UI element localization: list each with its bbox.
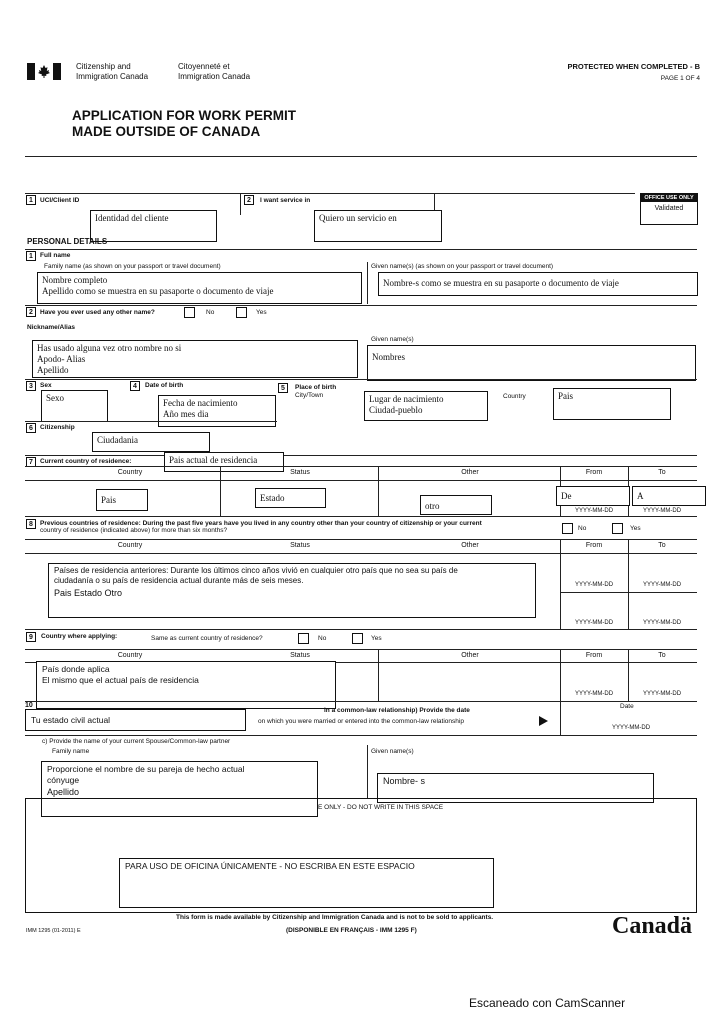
marital-number: 10 [25,702,33,709]
dob-overlay [158,395,276,427]
footer-french: (DISPONIBLE EN FRANÇAIS - IMM 1295 F) [286,927,417,934]
current-res-label: Current country of residence: [40,458,132,465]
sex-number: 3 [26,381,36,391]
prev-overlay-line3: Pais Estado Otro [54,588,123,598]
pob-country-label: Country [503,393,526,400]
dob-overlay-line2: Año mes dia [163,408,209,419]
family-overlay-line1: Nombre completo [42,275,108,285]
prev-res-label [40,520,560,535]
uci-label: UCI/Client ID [40,197,80,204]
prev-overlay-line1: Países de residencia anteriores: Durante los últimos cinco años vivió en cualquier otro país que no sea su país de [54,566,458,575]
row7-to-overlay: A [632,486,706,506]
family-name-overlay [37,272,362,304]
prev-row2-from-format: YYYY-MM-DD [574,620,614,626]
dept-fr [178,62,250,81]
other-overlay-line3: Apellido [37,364,69,375]
sex-label: Sex [40,382,52,389]
other-name-no-label: No [206,309,215,316]
citizenship-label: Citizenship [40,424,75,431]
row7-other-overlay: otro [420,495,492,515]
given-name-overlay: Nombre-s como se muestra en su pasaporte o documento de viaje [378,272,698,296]
prev-col-country: Country [117,542,143,549]
marital-text-line1: in a common-law relationship) Provide the date [324,707,470,714]
row7-to-format: YYYY-MM-DD [642,508,682,514]
apply-col-to: To [658,652,666,659]
applying-number: 9 [26,632,36,642]
prev-row2-to-format: YYYY-MM-DD [642,620,682,626]
form-title-line1: APPLICATION FOR WORK PERMIT [72,108,296,123]
pob-label: Place of birth [295,384,337,391]
spouse-label: c) Provide the name of your current Spouse/Common-law partner [42,738,231,745]
row7-from-overlay: De [556,486,630,506]
personal-details-heading: PERSONAL DETAILS [27,237,108,246]
nickname-label: Nickname/Alias [27,324,76,331]
applying-yes-checkbox[interactable] [352,633,363,644]
apply-col-status: Status [290,652,310,659]
family-name-label: Family name (as shown on your passport or travel document) [44,263,221,270]
pob-overlay [364,391,488,421]
dept-en-line2: Immigration Canada [76,71,149,81]
right-arrow-icon [539,713,548,723]
other-name-no-checkbox[interactable] [184,307,195,318]
apply-col-from: From [585,652,603,659]
pob-country-overlay: Pais [553,388,671,420]
pob-overlay-line2: Ciudad-pueblo [369,404,423,415]
service-label: I want service in [260,197,311,204]
prev-res-no-checkbox[interactable] [562,523,573,534]
canada-wordmark: Canadä [612,913,693,939]
prev-row1-from-format: YYYY-MM-DD [574,582,614,588]
dept-en-line1: Citizenship and [76,62,131,71]
same-as-label: Same as current country of residence? [151,635,263,642]
dob-overlay-line1: Fecha de nacimiento [163,398,238,408]
form-title [72,108,296,140]
prev-col-other: Other [461,542,479,549]
marital-date-label: Date [620,703,634,710]
service-overlay: Quiero un servicio en [314,210,442,242]
marital-date-format: YYYY-MM-DD [611,725,651,731]
row7-country-overlay: Pais [96,489,148,511]
other-overlay-line1: Has usado alguna vez otro nombre no si [37,343,182,353]
prev-col-to: To [658,542,666,549]
spouse-overlay-line2: cónyuge [47,774,80,785]
other-name-yes-label: Yes [256,309,267,316]
apply-col-country: Country [117,652,143,659]
applying-yes-label: Yes [371,635,382,642]
other-overlay-line2: Apodo- Alias [37,353,86,364]
prev-res-yes-checkbox[interactable] [612,523,623,534]
office-only-overlay: PARA USO DE OFICINA ÚNICAMENTE - NO ESCRIBA EN ESTE ESPACIO [119,858,494,908]
current-res-number: 7 [26,457,36,467]
fullname-number: 1 [26,251,36,261]
row7-from-format: YYYY-MM-DD [574,508,614,514]
apply-col-other: Other [461,652,479,659]
applying-overlay-line2: El mismo que el actual país de residencia [42,674,199,685]
dept-fr-line1: Citoyenneté et [178,62,230,71]
spouse-given-overlay: Nombre- s [377,773,654,803]
family-overlay-line2: Apellido como se muestra en su pasaporte o documento de viaje [42,285,274,296]
other-name-label: Have you ever used any other name? [40,309,155,316]
office-use-label: OFFICE USE ONLY [641,194,697,202]
other-name-number: 2 [26,307,36,317]
marital-text-line2: on which you were married or entered into the common-law relationship [258,718,464,725]
prev-res-yes-label: Yes [630,525,641,532]
dept-fr-line2: Immigration Canada [178,71,251,81]
page-indicator: PAGE 1 OF 4 [660,75,700,82]
citizenship-overlay: Ciudadania [92,432,210,452]
prev-res-label-line1: Previous countries of residence: During the past five years have you lived in any country other than your country of citizenship or your current [40,520,482,527]
footer-notice: This form is made available by Citizenship and Immigration Canada and is not to be sold to applicants. [176,914,494,921]
office-use-value: Validated [654,205,684,212]
col-from: From [585,469,603,476]
spouse-family-label: Family name [52,748,90,755]
form-title-line2: MADE OUTSIDE OF CANADA [72,124,261,139]
row7-status-overlay: Estado [255,488,326,508]
dob-number: 4 [130,381,140,391]
pob-overlay-line1: Lugar de nacimiento [369,394,444,404]
spouse-given-label: Given name(s) [371,748,414,755]
applying-no-label: No [318,635,327,642]
col-country: Country [117,469,143,476]
fullname-label: Full name [40,252,71,259]
apply-to-format: YYYY-MM-DD [642,691,682,697]
citizenship-number: 6 [26,423,36,433]
protected-label: PROTECTED WHEN COMPLETED - B [567,62,700,71]
dob-label: Date of birth [145,382,184,389]
current-res-overlay: Pais actual de residencia [164,452,284,472]
other-name-overlay [32,340,358,378]
service-number: 2 [244,195,254,205]
given-name-label: Given name(s) (as shown on your passport or travel document) [371,263,554,270]
applying-overlay-line1: País donde aplica [42,664,110,674]
pob-city-label: City/Town [295,392,324,399]
col-to: To [658,469,666,476]
col-status: Status [290,469,310,476]
given-names-label: Given name(s) [371,336,414,343]
uci-overlay: Identidad del cliente [90,210,217,242]
office-use-box [640,193,698,225]
prev-row1-to-format: YYYY-MM-DD [642,582,682,588]
prev-col-from: From [585,542,603,549]
dept-en [76,62,148,81]
prev-res-no-label: No [578,525,587,532]
canada-flag-icon [27,63,61,80]
camscanner-watermark: Escaneado con CamScanner [469,996,626,1010]
pob-number: 5 [278,383,288,393]
applying-no-checkbox[interactable] [298,633,309,644]
prev-res-number: 8 [26,519,36,529]
prev-overlay-line2: ciudadanía o su país de residencia actual durante más de seis meses. [54,576,304,585]
prev-res-overlay [48,563,536,618]
marital-overlay: Tu estado civil actual [25,709,246,731]
spouse-overlay-line1: Proporcione el nombre de su pareja de hecho actual [47,764,245,774]
footer-form-id: IMM 1295 (01-2011) E [26,928,81,934]
sex-overlay: Sexo [41,390,108,422]
prev-res-label-line2: country of residence (indicated above) for more than six months? [40,527,228,535]
given-names-overlay: Nombres [367,345,696,381]
apply-from-format: YYYY-MM-DD [574,691,614,697]
spouse-overlay-line3: Apellido [47,787,80,798]
other-name-yes-checkbox[interactable] [236,307,247,318]
prev-col-status: Status [290,542,310,549]
col-other: Other [461,469,479,476]
office-only-text: E ONLY - DO NOT WRITE IN THIS SPACE [318,804,444,811]
uci-number: 1 [26,195,36,205]
applying-label: Country where applying: [41,633,118,640]
